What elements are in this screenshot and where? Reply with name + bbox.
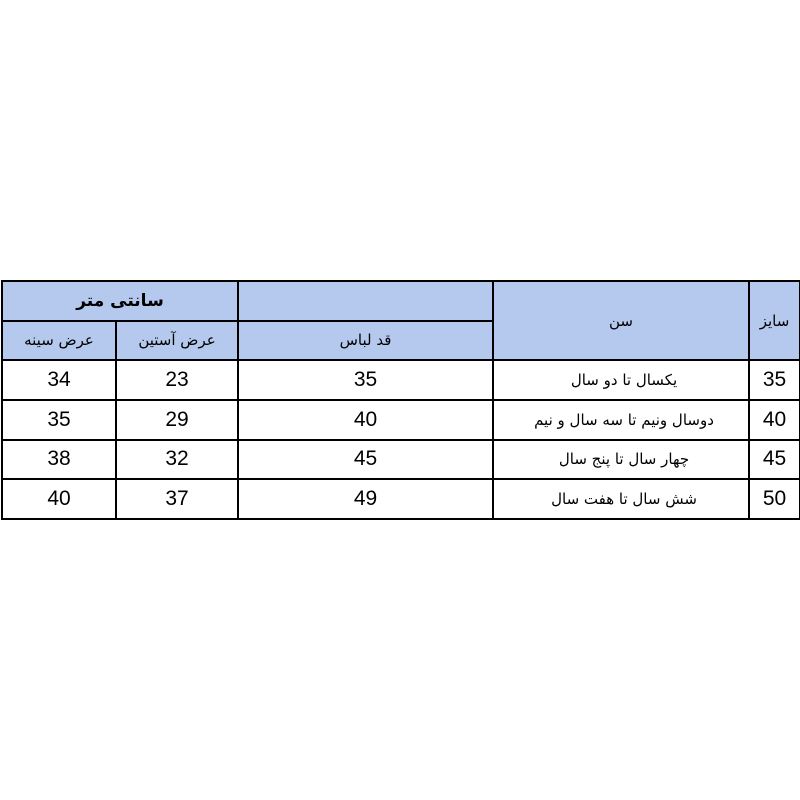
table-row: [2, 479, 800, 519]
size-cell: 35: [749, 360, 800, 400]
size-cell: 40: [749, 400, 800, 440]
size-chart-table: [1, 280, 800, 520]
table-row: [2, 360, 800, 400]
age-cell: شش سال تا هفت سال: [493, 479, 749, 519]
age-header: سن: [493, 281, 749, 360]
sleeve-width-cell: 29: [116, 400, 238, 440]
chest-width-cell: 34: [2, 360, 116, 400]
dress-length-header: قد لباس: [238, 321, 493, 361]
dress-length-cell: 49: [238, 479, 493, 519]
table-row: [2, 440, 800, 480]
age-cell: دوسال ونیم تا سه سال و نیم: [493, 400, 749, 440]
size-cell: 50: [749, 479, 800, 519]
size-cell: 45: [749, 440, 800, 480]
age-cell: یکسال تا دو سال: [493, 360, 749, 400]
table-row: [2, 400, 800, 440]
header-row-top: [2, 281, 800, 321]
centimeter-group-header: سانتی متر: [2, 281, 238, 321]
chest-width-cell: 35: [2, 400, 116, 440]
chest-width-header: عرض سینه: [2, 321, 116, 361]
sleeve-width-header: عرض آستین: [116, 321, 238, 361]
sleeve-width-cell: 37: [116, 479, 238, 519]
size-header: سایز: [749, 281, 800, 360]
sleeve-width-cell: 23: [116, 360, 238, 400]
chest-width-cell: 40: [2, 479, 116, 519]
dress-length-cell: 40: [238, 400, 493, 440]
sleeve-width-cell: 32: [116, 440, 238, 480]
dress-length-cell: 35: [238, 360, 493, 400]
dress-length-cell: 45: [238, 440, 493, 480]
dress-length-header-top: [238, 281, 493, 321]
age-cell: چهار سال تا پنج سال: [493, 440, 749, 480]
chest-width-cell: 38: [2, 440, 116, 480]
